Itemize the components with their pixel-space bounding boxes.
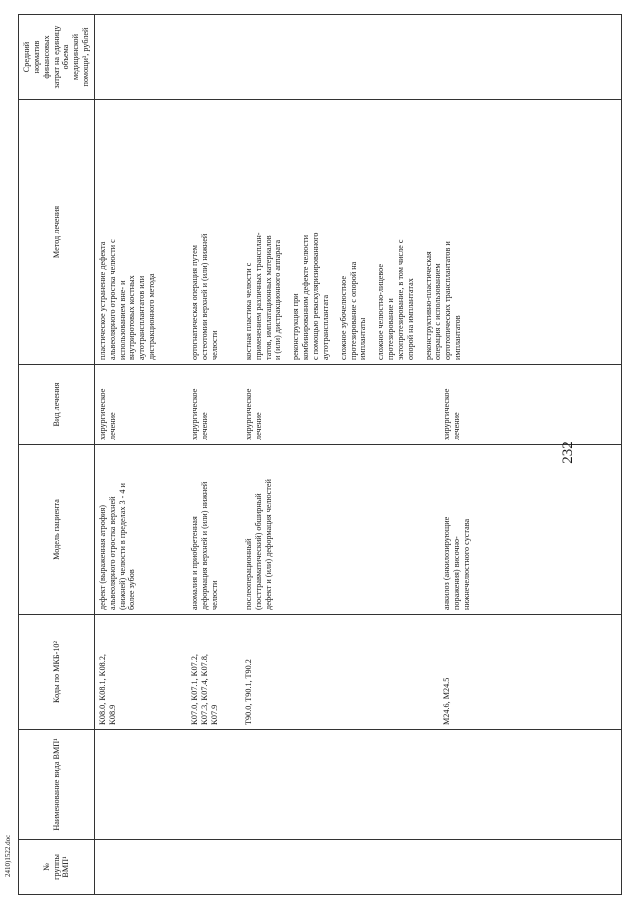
codes-item: K08.0, K08.1, K08.2, K08.9	[97, 654, 117, 725]
header-name: Наименование вида ВМП¹	[19, 730, 95, 840]
codes-item: K07.0, K07.1, K07.2, K07.3, K07.4, K07.8, K07.9	[189, 654, 219, 725]
page-number: 232	[560, 441, 576, 464]
type-item: хирургическое лечение	[189, 388, 209, 440]
cell-name	[94, 730, 621, 840]
method-item: реконструктивно-пластическая операция с использованием ортотопических трансплантатов и имплантатов	[423, 241, 463, 360]
method-item: ортогнатическая операция путем остеотомии верхней и (или) нижней челюсти	[189, 233, 219, 360]
method-item: костная пластика челюсти с применением различных трансплан- татов, имплатационных материалов и (или) дистракционного аппарата	[243, 232, 283, 360]
table-row	[94, 15, 621, 895]
cell-method	[94, 100, 621, 365]
vmp-table	[18, 14, 622, 895]
codes-item: M24.6, M24.5	[441, 677, 451, 725]
cell-model	[94, 445, 621, 615]
cell-codes	[94, 615, 621, 730]
method-item: сложное зубочелюстное протезирование с опорой на имплантаты	[338, 261, 368, 360]
header-norm: Средний норматив финансовых затрат на единицу объема медицинской помощи³, рублей	[19, 15, 95, 100]
document-reference: 2410)1522.doc	[4, 834, 12, 877]
cell-norm	[94, 15, 621, 100]
type-item: хирургическое лечение	[97, 388, 117, 440]
header-model: Модель пациента	[19, 445, 95, 615]
type-item: хирургическое лечение	[243, 388, 263, 440]
header-group: № группы ВМП¹	[19, 840, 95, 895]
method-item: сложное челюстно-лицевое протезирование и эктопротезирование, в том числе с опорой на имплантатах	[376, 239, 415, 360]
header-row	[19, 15, 95, 895]
model-item: дефект (выраженная атрофия) альвеолярного отростка верхней (нижней) челюсти в пределах 3 - 4 и более зубов	[97, 483, 137, 610]
model-item: аномалия и приобретенная деформация верхней и (или) нижней челюсти	[189, 481, 219, 610]
method-item: пластическое устранение дефекта альвеолярного отростка челюсти с использованием вне- и внутриротовых костных аутотрансплантатов или дистракционного метода	[97, 239, 157, 360]
cell-type	[94, 365, 621, 445]
model-item: послеоперационный (посттравматический) обширный дефект и (или) деформация челюстей	[243, 479, 273, 610]
header-codes: Коды по МКБ-10²	[19, 615, 95, 730]
type-item: хирургическое лечение	[441, 388, 461, 440]
header-method: Метод лечения	[19, 100, 95, 365]
method-item: реконструкция при комбинированном дефекте челюсти с помощью реваскуляризированного аутотрансплантата	[291, 232, 330, 360]
model-item: анкилоз (анкилозирующие поражения) височно- нижнечелюстного сустава	[441, 516, 471, 610]
codes-item: T90.0, T90.1, T90.2	[243, 659, 253, 725]
header-type: Вид лечения	[19, 365, 95, 445]
cell-group	[94, 840, 621, 895]
